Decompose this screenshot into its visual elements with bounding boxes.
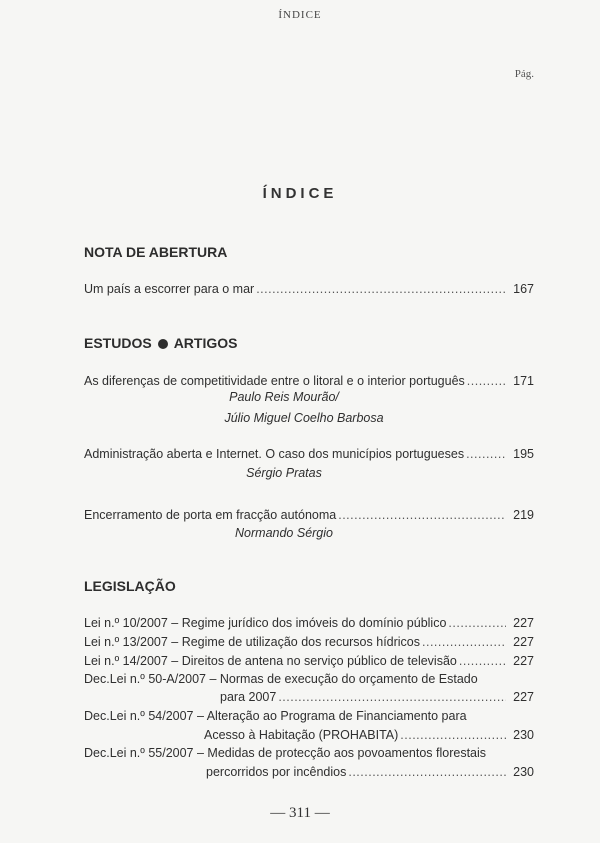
section-heading-estudos-a: ESTUDOS: [84, 335, 152, 351]
entry-page: 219: [513, 508, 534, 522]
entry-page: 171: [513, 374, 534, 388]
toc-entry[interactable]: [84, 654, 534, 672]
section-heading-nota: NOTA DE ABERTURA: [84, 244, 228, 260]
entry-page: 195: [513, 447, 534, 461]
entry-title: Lei n.º 14/2007 – Direitos de antena no serviço público de televisão: [84, 654, 457, 668]
toc-entry[interactable]: [84, 447, 534, 465]
entry-title: Encerramento de porta em fracção autónoma: [84, 508, 337, 522]
entry-author: Sérgio Pratas: [246, 466, 322, 480]
toc-entry[interactable]: [220, 690, 534, 708]
entry-page: 227: [513, 690, 534, 704]
toc-entry[interactable]: [204, 728, 534, 746]
dot-leader: [400, 728, 506, 742]
toc-entry[interactable]: [84, 282, 534, 300]
dot-leader: [466, 447, 506, 461]
bullet-icon: [158, 339, 168, 349]
toc-entry[interactable]: [84, 508, 534, 526]
entry-title-cont: Acesso à Habitação (PROHABITA): [204, 728, 399, 742]
toc-entry[interactable]: [84, 616, 534, 634]
dot-leader: [278, 690, 506, 704]
entry-title: As diferenças de competitividade entre o litoral e o interior português: [84, 374, 465, 388]
dot-leader: [338, 508, 506, 522]
entry-page: 227: [513, 635, 534, 649]
entry-title: Administração aberta e Internet. O caso dos municípios portugueses: [84, 447, 465, 461]
entry-title: Um país a escorrer para o mar: [84, 282, 255, 296]
dot-leader: [459, 654, 506, 668]
page-title: ÍNDICE: [262, 185, 338, 202]
entry-page: 227: [513, 654, 534, 668]
dot-leader: [256, 282, 506, 296]
entry-author: Júlio Miguel Coelho Barbosa: [224, 411, 384, 425]
entry-title: Dec.Lei n.º 50-A/2007 – Normas de execução do orçamento de Estado: [84, 672, 478, 686]
entry-author: Normando Sérgio: [235, 526, 333, 540]
entry-title-cont: percorridos por incêndios: [206, 765, 347, 779]
entry-title: Lei n.º 13/2007 – Regime de utilização dos recursos hídricos: [84, 635, 421, 649]
dot-leader: [422, 635, 506, 649]
entry-title: Dec.Lei n.º 55/2007 – Medidas de protecção aos povoamentos florestais: [84, 746, 487, 760]
dot-leader: [448, 616, 506, 630]
page-column-label: Pág.: [514, 68, 534, 80]
section-heading-estudos-b: ARTIGOS: [173, 335, 238, 351]
entry-page: 227: [513, 616, 534, 630]
entry-page: 230: [513, 765, 534, 779]
dot-leader: [467, 374, 506, 388]
toc-entry[interactable]: [206, 765, 534, 783]
entry-title: Dec.Lei n.º 54/2007 – Alteração ao Programa de Financiamento para: [84, 709, 467, 723]
section-heading-legislacao: LEGISLAÇÃO: [84, 578, 176, 594]
section-heading-estudos: [84, 335, 237, 351]
entry-title: Lei n.º 10/2007 – Regime jurídico dos imóveis do domínio público: [84, 616, 447, 630]
entry-author: Paulo Reis Mourão/: [229, 390, 339, 404]
dot-leader: [348, 765, 506, 779]
page-number: — 311 —: [270, 805, 330, 821]
toc-entry[interactable]: [84, 635, 534, 653]
entry-title-cont: para 2007: [220, 690, 277, 704]
entry-page: 230: [513, 728, 534, 742]
running-head: ÍNDICE: [278, 9, 322, 21]
entry-page: 167: [513, 282, 534, 296]
